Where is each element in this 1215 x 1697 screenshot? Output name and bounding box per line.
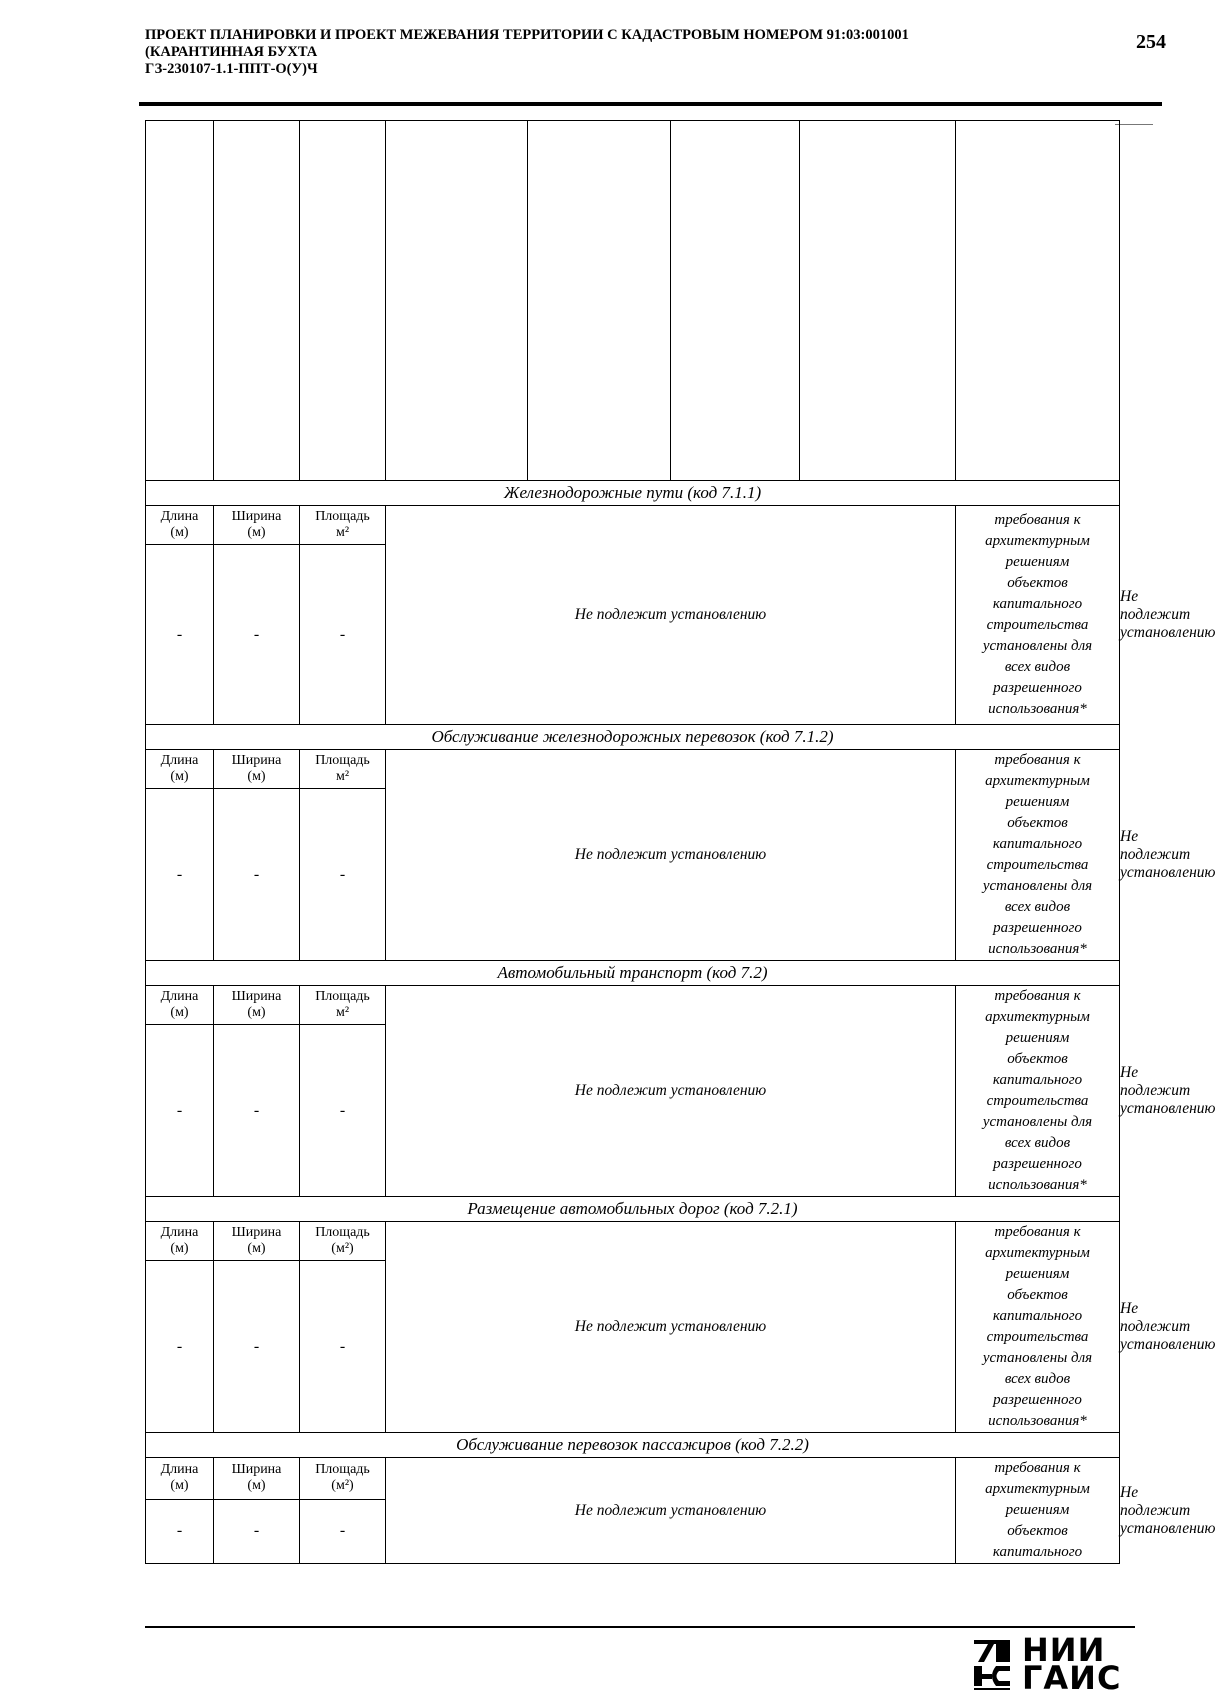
logo-line1: НИИ <box>1022 1631 1106 1669</box>
section-title-row <box>146 725 1120 750</box>
area-value: - <box>300 1025 386 1197</box>
continuation-cell <box>528 121 671 481</box>
width-header <box>214 986 300 1025</box>
length-header <box>146 986 214 1025</box>
not-set-cell: Не подлежит установлению <box>386 1458 956 1564</box>
length-value: - <box>146 1025 214 1197</box>
column-header-row: Длина (м) Ширина (м) Площадь (м²) Не подлежит установлению требования к архитектурным решениям объектов капитального Не подлежит установлению <box>146 1458 1120 1500</box>
width-unit: (м) <box>247 1241 266 1257</box>
req-line: архитектурным <box>985 533 1090 549</box>
requirements-cell <box>956 750 1120 961</box>
width-header <box>214 1458 300 1500</box>
regulations-table <box>145 120 1215 1564</box>
req-line: архитектурным <box>985 1009 1090 1025</box>
width-unit: (м) <box>247 1005 266 1021</box>
req-line: использования* <box>988 941 1087 957</box>
length-unit: (м) <box>170 1478 189 1494</box>
width-value: - <box>214 1261 300 1433</box>
length-value: - <box>146 1261 214 1433</box>
area-value: - <box>300 1261 386 1433</box>
width-value: - <box>214 545 300 725</box>
area-header <box>300 750 386 789</box>
continuation-cell <box>386 121 528 481</box>
req-line: капитального <box>992 1544 1083 1560</box>
req-line: объектов <box>1007 575 1068 591</box>
logo-mark-icon <box>972 1636 1012 1692</box>
req-line: решениям <box>1005 1030 1070 1046</box>
header-document-code: ГЗ-230107-1.1-ППТ-О(У)Ч <box>145 61 318 77</box>
area-header <box>300 506 386 545</box>
footer-rule <box>145 1626 1135 1628</box>
length-header <box>146 1458 214 1500</box>
requirements-cell <box>956 1222 1120 1433</box>
width-value: - <box>214 1499 300 1563</box>
req-line: архитектурным <box>985 1481 1090 1497</box>
req-line: разрешенного <box>993 920 1082 936</box>
section-title: Железнодорожные пути (код 7.1.1) <box>146 481 1120 506</box>
continuation-cell <box>800 121 956 481</box>
area-label: Площадь <box>315 753 370 769</box>
length-header <box>146 506 214 545</box>
length-value: - <box>146 1499 214 1563</box>
req-line: использования* <box>988 701 1087 717</box>
section-title-row <box>146 961 1120 986</box>
niigais-logo <box>972 1631 1172 1697</box>
length-label: Длина <box>160 1225 199 1241</box>
continuation-cell <box>956 121 1120 481</box>
req-line: решениям <box>1005 1266 1070 1282</box>
req-line: архитектурным <box>985 773 1090 789</box>
length-label: Длина <box>160 989 199 1005</box>
logo-line2: ГАИС <box>1022 1659 1122 1697</box>
req-line: капитального <box>992 1072 1083 1088</box>
length-label: Длина <box>160 1462 199 1478</box>
table-top-extension <box>1115 124 1153 125</box>
length-label: Длина <box>160 753 199 769</box>
width-label: Ширина <box>231 509 282 524</box>
width-label: Ширина <box>231 753 282 769</box>
req-line: требования к <box>994 512 1081 528</box>
area-label: Площадь <box>315 1225 370 1241</box>
req-line: разрешенного <box>993 1156 1082 1172</box>
req-line: строительства <box>986 857 1089 873</box>
req-line: решениям <box>1005 554 1070 570</box>
req-line: требования к <box>994 1224 1081 1240</box>
logo-text <box>1022 1631 1122 1697</box>
area-header <box>300 1222 386 1261</box>
length-value: - <box>146 545 214 725</box>
section-title: Автомобильный транспорт (код 7.2) <box>146 961 1120 986</box>
area-unit: (м²) <box>331 1478 354 1494</box>
req-line: всех видов <box>1004 899 1071 915</box>
section-title-row <box>146 1433 1120 1458</box>
area-unit: м² <box>335 769 350 785</box>
req-line: использования* <box>988 1177 1087 1193</box>
requirements-cell <box>956 986 1120 1197</box>
width-header <box>214 750 300 789</box>
length-value: - <box>146 789 214 961</box>
continuation-cell <box>671 121 800 481</box>
req-line: установлены для <box>982 638 1093 654</box>
length-header <box>146 1222 214 1261</box>
req-line: всех видов <box>1004 659 1071 675</box>
req-line: архитектурным <box>985 1245 1090 1261</box>
req-line: всех видов <box>1004 1371 1071 1387</box>
length-unit: (м) <box>170 1005 189 1021</box>
width-unit: (м) <box>247 769 266 785</box>
width-value: - <box>214 789 300 961</box>
width-label: Ширина <box>231 1225 282 1241</box>
width-label: Ширина <box>231 989 282 1005</box>
continuation-cell <box>300 121 386 481</box>
page-number: 254 <box>1136 31 1166 53</box>
req-line: строительства <box>986 1329 1089 1345</box>
length-unit: (м) <box>170 1241 189 1257</box>
req-line: установлены для <box>982 1114 1093 1130</box>
req-line: объектов <box>1007 1523 1068 1539</box>
req-line: разрешенного <box>993 680 1082 696</box>
area-unit: (м²) <box>331 1241 354 1257</box>
header-title-line2: (КАРАНТИННАЯ БУХТА <box>145 44 318 60</box>
section-title: Размещение автомобильных дорог (код 7.2.1) <box>146 1197 1120 1222</box>
section-title: Обслуживание железнодорожных перевозок (код 7.1.2) <box>146 725 1120 750</box>
header-title-line1: ПРОЕКТ ПЛАНИРОВКИ И ПРОЕКТ МЕЖЕВАНИЯ ТЕРРИТОРИИ С КАДАСТРОВЫМ НОМЕРОМ 91:03:001001 <box>145 27 909 43</box>
req-line: разрешенного <box>993 1392 1082 1408</box>
req-line: объектов <box>1007 1051 1068 1067</box>
area-value: - <box>300 1499 386 1563</box>
section-title-row <box>146 481 1120 506</box>
req-line: требования к <box>994 1460 1081 1476</box>
area-label: Площадь <box>315 1462 370 1478</box>
length-label: Длина <box>160 509 199 524</box>
not-set-cell: Не подлежит установлению <box>386 986 956 1197</box>
width-unit: (м) <box>247 525 266 540</box>
area-value: - <box>300 545 386 725</box>
length-unit: (м) <box>170 769 189 785</box>
continuation-cell <box>214 121 300 481</box>
width-label: Ширина <box>231 1462 282 1478</box>
req-line: требования к <box>994 988 1081 1004</box>
req-line: капитального <box>992 596 1083 612</box>
width-unit: (м) <box>247 1478 266 1494</box>
area-unit: м² <box>335 1005 350 1021</box>
header-rule <box>139 102 1162 106</box>
req-line: всех видов <box>1004 1135 1071 1151</box>
width-header <box>214 506 300 545</box>
area-label: Площадь <box>315 509 370 524</box>
requirements-cell <box>956 506 1120 725</box>
req-line: строительства <box>986 617 1089 633</box>
req-line: капитального <box>992 836 1083 852</box>
length-unit: (м) <box>170 525 189 540</box>
not-set-cell: Не подлежит установлению <box>386 1222 956 1433</box>
req-line: капитального <box>992 1308 1083 1324</box>
req-line: объектов <box>1007 1287 1068 1303</box>
req-line: установлены для <box>982 1350 1093 1366</box>
area-header <box>300 986 386 1025</box>
requirements-cell <box>956 1458 1120 1564</box>
req-line: объектов <box>1007 815 1068 831</box>
column-header-row: Длина (м) Ширина (м) Площадь м² Не подлежит установлению требования к архитектурным решениям объектов капитального строительства установлены для всех видов разрешенного использования* Не подлежит установлению <box>146 750 1120 789</box>
column-header-row: Длина (м) Ширина (м) Площадь м² Не подлежит установлению требования к архитектурным решениям объектов капитального строительства установлены для всех видов разрешенного использования* Не подлежит установлению <box>146 506 1120 545</box>
column-header-row: Длина (м) Ширина (м) Площадь м² Не подлежит установлению требования к архитектурным решениям объектов капитального строительства установлены для всех видов разрешенного использования* Не подлежит установлению <box>146 986 1120 1025</box>
not-set-cell: Не подлежит установлению <box>386 506 956 725</box>
area-label: Площадь <box>315 989 370 1005</box>
area-unit: м² <box>335 525 350 540</box>
req-line: требования к <box>994 752 1081 768</box>
document-header <box>145 27 1075 78</box>
column-header-row: Длина (м) Ширина (м) Площадь (м²) Не подлежит установлению требования к архитектурным решениям объектов капитального строительства установлены для всех видов разрешенного использования* Не подлежит установлению <box>146 1222 1120 1261</box>
continuation-cell <box>146 121 214 481</box>
req-line: использования* <box>988 1413 1087 1429</box>
continuation-row <box>146 121 1120 481</box>
req-line: установлены для <box>982 878 1093 894</box>
req-line: строительства <box>986 1093 1089 1109</box>
not-set-cell: Не подлежит установлению <box>386 750 956 961</box>
area-value: - <box>300 789 386 961</box>
area-header <box>300 1458 386 1500</box>
req-line: решениям <box>1005 794 1070 810</box>
req-line: решениям <box>1005 1502 1070 1518</box>
length-header <box>146 750 214 789</box>
width-value: - <box>214 1025 300 1197</box>
section-title: Обслуживание перевозок пассажиров (код 7.2.2) <box>146 1433 1120 1458</box>
width-header <box>214 1222 300 1261</box>
section-title-row <box>146 1197 1120 1222</box>
